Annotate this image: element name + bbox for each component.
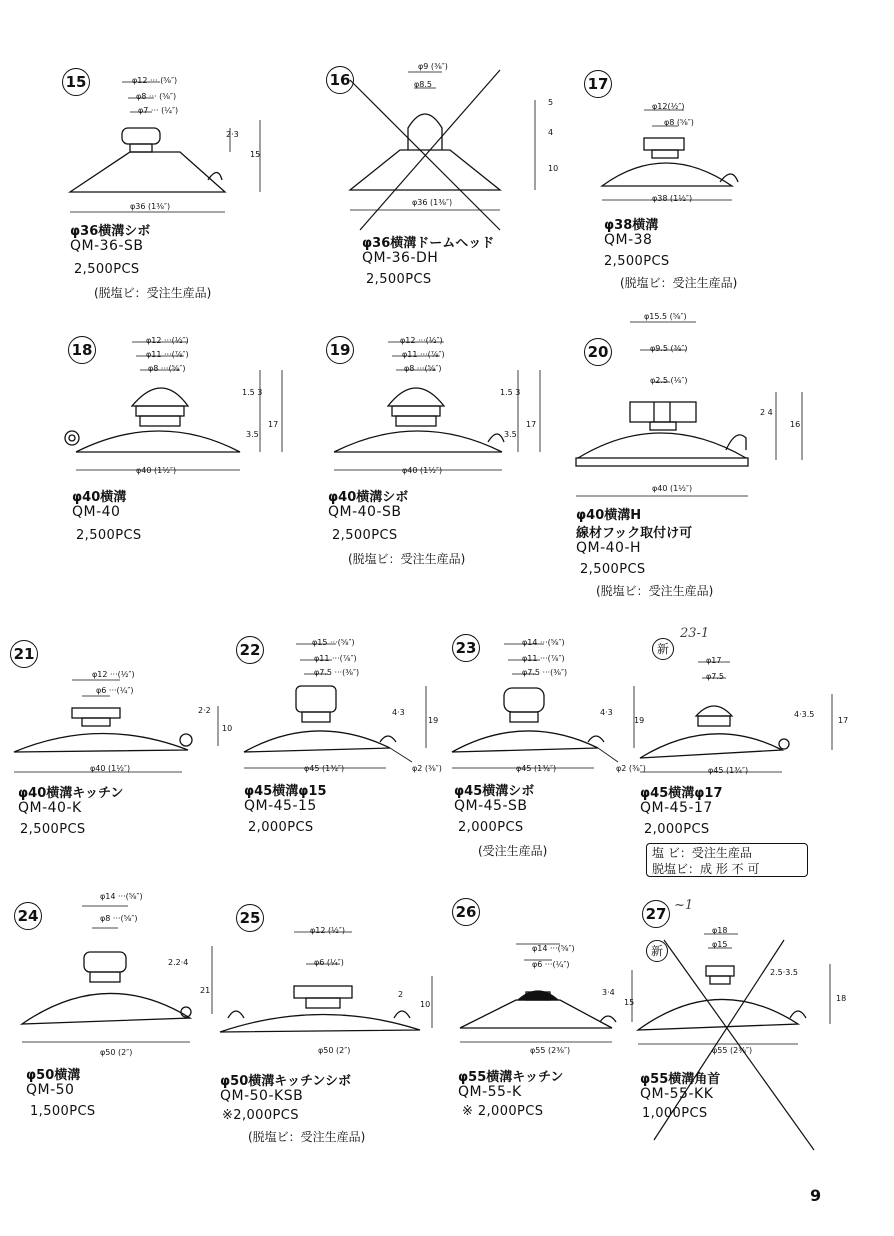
item-number-27: 27 — [642, 900, 670, 928]
pcs-19: 2,500PCS — [332, 528, 398, 543]
dim-base-17: φ38 (1½″) — [652, 194, 693, 203]
pcs-22: 2,000PCS — [248, 820, 314, 835]
handwritten-note: 23-1 — [680, 626, 710, 641]
pcs-16: 2,500PCS — [366, 272, 432, 287]
dim-base-16: φ36 (1⅜″) — [412, 198, 453, 207]
dim-h-15: 15 — [250, 150, 261, 159]
dim-v-18: 1.5 3 — [242, 388, 263, 397]
item-number-21: 21 — [10, 640, 38, 668]
note-19: (脱塩ビ：受注生産品) — [348, 552, 466, 566]
dim-mid-21: φ6 ···(¼″) — [96, 686, 134, 695]
dim-base-23: φ45 (1¾″) — [516, 764, 557, 773]
suction-cup-drawing-25 — [216, 920, 446, 1050]
dim-top-19: φ12 ···(½″) — [400, 336, 443, 345]
pcs-26: ※ 2,000PCS — [462, 1104, 544, 1119]
title-25: φ50横溝キッチンシボ — [220, 1074, 352, 1089]
dim-h-19: 17 — [526, 420, 537, 429]
suction-cup-drawing-new — [636, 640, 856, 780]
dim-mid-26: φ6 ···(¼″) — [532, 960, 570, 969]
dim-b-18: 3.5 — [246, 430, 259, 439]
dim-base-18: φ40 (1½″) — [136, 466, 177, 475]
item-number-24: 24 — [14, 902, 42, 930]
pcs-17: 2,500PCS — [604, 254, 670, 269]
suction-cup-drawing-23 — [448, 630, 658, 780]
pcs-15: 2,500PCS — [74, 262, 140, 277]
pcs-24: 1,500PCS — [30, 1104, 96, 1119]
item-number-23: 23 — [452, 634, 480, 662]
title-16: φ36横溝ドームヘッド — [362, 236, 495, 251]
pcs-18: 2,500PCS — [76, 528, 142, 543]
new-mark-27: 新 — [646, 940, 668, 962]
dim-extra-23: φ2 (⅜″) — [616, 764, 646, 773]
dim-h-18: 17 — [268, 420, 279, 429]
dim-v-23: 4·3 — [600, 708, 613, 717]
dim-mid-22: φ11 ···(⅞″) — [314, 654, 357, 663]
dim-top-22: φ15 ···(⅝″) — [312, 638, 355, 647]
dim-mid-24: φ8 ···(⅝″) — [100, 914, 138, 923]
model-24: QM-50 — [26, 1082, 75, 1098]
dim-v-25: 2 — [398, 990, 404, 999]
dim-top-20: φ15.5 (⅝″) — [644, 312, 687, 321]
dim-mid-15: φ8 ··· (⅝″) — [136, 92, 177, 101]
model-18: QM-40 — [72, 504, 121, 520]
dim-base-21: φ40 (1½″) — [90, 764, 131, 773]
dim-h-27: 18 — [836, 994, 847, 1003]
dim-base-24: φ50 (2″) — [100, 1048, 133, 1057]
dim-h-26: 15 — [624, 998, 635, 1007]
dim-top-21: φ12 ···(½″) — [92, 670, 135, 679]
title-23: φ45横溝シボ — [454, 784, 535, 799]
title-new: φ45横溝φ17 — [640, 786, 723, 801]
model-25: QM-50-KSB — [220, 1088, 304, 1104]
dim-low-15: φ7 ··· (¼″) — [138, 106, 179, 115]
title-24: φ50横溝 — [26, 1068, 81, 1083]
note-15: (脱塩ビ：受注生産品) — [94, 286, 212, 300]
title-19: φ40横溝シボ — [328, 490, 409, 505]
model-26: QM-55-K — [458, 1084, 522, 1100]
title2-20: 線材フック取付け可 — [576, 526, 693, 541]
note-17: (脱塩ビ：受注生産品) — [620, 276, 738, 290]
dim-base-15: φ36 (1⅜″) — [130, 202, 171, 211]
title-22: φ45横溝φ15 — [244, 784, 327, 799]
title-21: φ40横溝キッチン — [18, 786, 124, 801]
dim-mid-16: φ8.5 — [414, 80, 432, 89]
dim-base-25: φ50 (2″) — [318, 1046, 351, 1055]
dim-h-25: 10 — [420, 1000, 431, 1009]
pcs-25: ※2,000PCS — [222, 1108, 299, 1123]
model-20: QM-40-H — [576, 540, 642, 556]
item-number-20: 20 — [584, 338, 612, 366]
dim-v-21: 2·2 — [198, 706, 211, 715]
dim-top-16: φ9 (⅜″) — [418, 62, 448, 71]
note-25: (脱塩ビ：受注生産品) — [248, 1130, 366, 1144]
dim-low-20: φ2.5 (⅛″) — [650, 376, 688, 385]
dim-base-27: φ55 (2⅜″) — [712, 1046, 753, 1055]
dim-base-26: φ55 (2⅜″) — [530, 1046, 571, 1055]
title-20: φ40横溝H — [576, 508, 642, 523]
pcs-new: 2,000PCS — [644, 822, 710, 837]
dim-mid-23: φ11 ···(⅞″) — [522, 654, 565, 663]
dim-mid-20: φ9.5 (⅜″) — [650, 344, 688, 353]
suction-cup-drawing-20 — [570, 300, 830, 500]
dim-v-19: 1.5 3 — [500, 388, 521, 397]
dim-extra-22: φ2 (⅜″) — [412, 764, 442, 773]
dim-top-24: φ14 ···(⅝″) — [100, 892, 143, 901]
dim-h-20: 16 — [790, 420, 801, 429]
handwritten-note-27: ~1 — [674, 898, 694, 913]
dim-low-19: φ8 ···(⅝″) — [404, 364, 442, 373]
dim-low-18: φ8 ···(⅝″) — [148, 364, 186, 373]
dim-mid-27: φ15 — [712, 940, 728, 949]
suction-cup-drawing-22 — [240, 630, 450, 780]
dim-top-15: φ12 ··· (⅝″) — [132, 76, 178, 85]
item-number-26: 26 — [452, 898, 480, 926]
dim-v-27: 2.5·3.5 — [770, 968, 799, 977]
model-27: QM-55-KK — [640, 1086, 714, 1102]
dim-top-26: φ14 ···(⅝″) — [532, 944, 575, 953]
suction-cup-drawing-27 — [634, 920, 854, 1160]
dim-v-15: 2·3 — [226, 130, 239, 139]
dim-mid-19: φ11 ···(⅞″) — [402, 350, 445, 359]
dim-v-24: 2.2·4 — [168, 958, 189, 967]
dim-h-new: 17 — [838, 716, 849, 725]
dim-v2-16: 4 — [548, 128, 554, 137]
dim-top-25: φ12 (½″) — [310, 926, 345, 935]
dim-h-23: 19 — [634, 716, 645, 725]
dim-top-23: φ14 ···(⅝″) — [522, 638, 565, 647]
dim-v1-16: 5 — [548, 98, 554, 107]
dim-v-20: 2 4 — [760, 408, 773, 417]
dim-mid-18: φ11 ···(⅞″) — [146, 350, 189, 359]
new-mark: 新 — [652, 638, 674, 660]
item-number-16: 16 — [326, 66, 354, 94]
model-new: QM-45-17 — [640, 800, 713, 816]
item-number-22: 22 — [236, 636, 264, 664]
dim-mid-17: φ8 (⅝″) — [664, 118, 694, 127]
dim-base-19: φ40 (1½″) — [402, 466, 443, 475]
dim-base-22: φ45 (1¾″) — [304, 764, 345, 773]
item-number-15: 15 — [62, 68, 90, 96]
note-23: (受注生産品) — [478, 844, 548, 858]
item-number-18: 18 — [68, 336, 96, 364]
model-16: QM-36-DH — [362, 250, 439, 266]
dim-h-22: 19 — [428, 716, 439, 725]
dim-v3-16: 10 — [548, 164, 559, 173]
model-15: QM-36-SB — [70, 238, 144, 254]
title-18: φ40横溝 — [72, 490, 127, 505]
model-19: QM-40-SB — [328, 504, 402, 520]
title-15: φ36横溝シボ — [70, 224, 151, 239]
dim-v-26: 3·4 — [602, 988, 615, 997]
pcs-23: 2,000PCS — [458, 820, 524, 835]
pcs-21: 2,500PCS — [20, 822, 86, 837]
dim-v-new: 4·3.5 — [794, 710, 815, 719]
title-26: φ55横溝キッチン — [458, 1070, 564, 1085]
dim-top-18: φ12 ···(½″) — [146, 336, 189, 345]
note2-new: 脱塩ビ：成 形 不 可 — [652, 862, 760, 876]
dim-b-19: 3.5 — [504, 430, 517, 439]
model-22: QM-45-15 — [244, 798, 317, 814]
pcs-20: 2,500PCS — [580, 562, 646, 577]
item-number-19: 19 — [326, 336, 354, 364]
page-number: 9 — [810, 1186, 822, 1205]
dim-top-27: φ18 — [712, 926, 728, 935]
model-17: QM-38 — [604, 232, 653, 248]
dim-low-23: φ7.5 ···(⅜″) — [522, 668, 568, 677]
dim-mid-25: φ6 (¼″) — [314, 958, 344, 967]
title-27: φ55横溝角首 — [640, 1072, 721, 1087]
dim-mid-new: φ7.5 — [706, 672, 724, 681]
item-number-17: 17 — [584, 70, 612, 98]
dim-v-22: 4·3 — [392, 708, 405, 717]
dim-top-new: φ17 — [706, 656, 722, 665]
title-17: φ38横溝 — [604, 218, 659, 233]
note-new: 塩 ビ：受注生産品 — [652, 846, 752, 860]
dim-h-21: 10 — [222, 724, 233, 733]
dim-base-new: φ45 (1¾″) — [708, 766, 749, 775]
dim-base-20: φ40 (1½″) — [652, 484, 693, 493]
pcs-27: 1,000PCS — [642, 1106, 708, 1121]
item-number-25: 25 — [236, 904, 264, 932]
note-20: (脱塩ビ：受注生産品) — [596, 584, 714, 598]
dim-top-17: φ12(½″) — [652, 102, 685, 111]
model-23: QM-45-SB — [454, 798, 528, 814]
dim-low-22: φ7.5 ···(⅜″) — [314, 668, 360, 677]
model-21: QM-40-K — [18, 800, 82, 816]
dim-h-24: 21 — [200, 986, 211, 995]
